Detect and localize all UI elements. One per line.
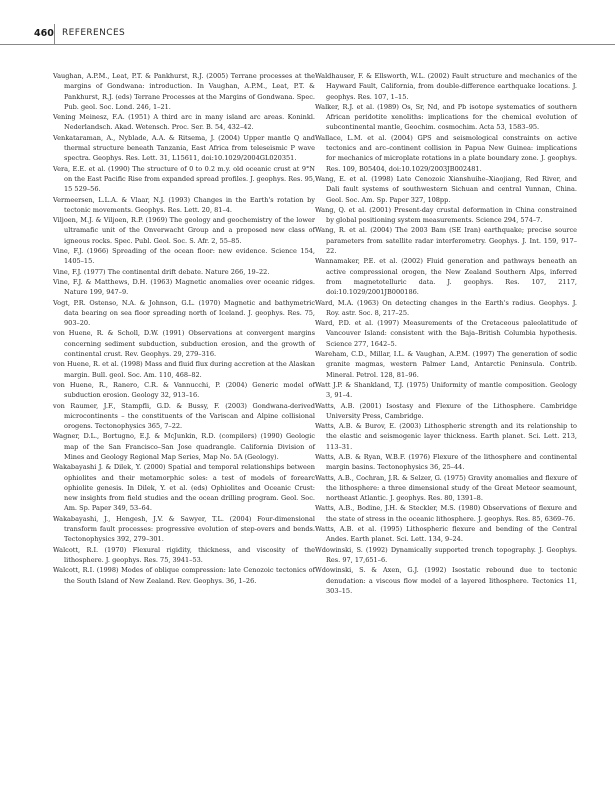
reference-entry: Ward, P.D. et al. (1997) Measurements of the Cretaceous paleolatitude of Vancouver Island: consistent with the Baja–British Columbia hypothesis. Science 277, 1642–5. xyxy=(315,319,577,348)
reference-entry: Walcott, R.I. (1998) Modes of oblique compression: late Cenozoic tectonics of the South Island of New Zealand. Rev. Geophys. 36, 1–26. xyxy=(53,566,315,585)
reference-entry: Vine, F.J. (1966) Spreading of the ocean floor: new evidence. Science 154, 1405–15. xyxy=(53,247,315,266)
reference-entry: Ward, M.A. (1963) On detecting changes in the Earth's radius. Geophys. J. Roy. astr. Soc. 8, 217–25. xyxy=(315,298,577,317)
reference-entry: Viljoen, M.J. & Viljoen, R.P. (1969) The geology and geochemistry of the lower ultramafic unit of the Onverwacht Group and a proposed new class of igneous rocks. Spec. Publ. Geol. Soc. S. Afr. 2, 55–85. xyxy=(53,216,315,245)
page-header xyxy=(0,0,615,45)
reference-entry: Vening Meinesz, F.A. (1951) A third arc in many island arc areas. Koninkl. Nederlandsch. Akad. Wetensch. Proc. Ser. B. 54, 432–42. xyxy=(53,113,315,132)
reference-entry: Wang, R. et al. (2004) The 2003 Bam (SE Iran) earthquake; precise source parameters from satellite radar interferometry. Geophys. J. Int. 159, 917–22. xyxy=(315,226,577,256)
reference-entry: Watts, A.B., Cochran, J.R. & Selzer, G. (1975) Gravity anomalies and flexure of the lithosphere: a three dimensional study of the Great Meteor seamount, northeast Atlantic. J. geophys. Res. 80, 1391–8. xyxy=(315,473,577,503)
reference-entry: Watts, A.B. et al. (1995) Lithospheric flexure and bending of the Central Andes. Earth planet. Sci. Lett. 134, 9–24. xyxy=(315,525,577,544)
reference-entry: Watts, A.B., Bodine, J.H. & Steckler, M.S. (1980) Observations of flexure and the state of stress in the oceanic lithosphere. J. geophys. Res. 85, 6369–76. xyxy=(315,504,577,523)
page-number: 460 xyxy=(34,28,54,39)
reference-entry: Wakabayashi J. & Dilek, Y. (2000) Spatial and temporal relationships between ophiolites and their metamorphic soles: a test of models of forearc ophiolite genesis. In Dilek, Y. et al. (eds) Ophiolites and Oceanic Crust: new insights from field studies and the ocean drilling program. Geol. Soc. Am. Sp. Paper 349, 53–64. xyxy=(53,463,315,513)
reference-entry: Wareham, C.D., Millar, I.L. & Vaughan, A.P.M. (1997) The generation of sodic granite magmas, western Palmer Land, Antarctic Peninsula. Contrib. Mineral. Petrol. 128, 81–96. xyxy=(315,350,577,379)
reference-entry: Vogt, P.R. Ostenso, N.A. & Johnson, G.L. (1970) Magnetic and bathymetric data bearing on sea floor spreading north of Iceland. J. geophys. Res. 75, 903–20. xyxy=(53,298,315,328)
reference-entry: von Huene, R., Ranero, C.R. & Vannucchi, P. (2004) Generic model of subduction erosion. Geology 32, 913–16. xyxy=(53,380,315,400)
reference-entry: Wallace, L.M. et al. (2004) GPS and seismological constraints on active tectonics and arc–continent collision in Papua New Guinea: implications for mechanics of microplate rotations in a plate boundary zone. J. geophys. Res. 109, B05404, doi:10.1029/2003JB002481. xyxy=(315,133,577,173)
reference-entry: Vera, E.E. et al. (1990) The structure of 0 to 0.2 m.y. old oceanic crust at 9°N on the East Pacific Rise from expanded spread profiles. J. geophys. Res. 95, 15 529–56. xyxy=(53,164,315,194)
reference-entry: Wdowinski, S. & Axen, G.J. (1992) Isostatic rebound due to tectonic denudation: a viscous flow model of a layered lithosphere. Tectonics 11, 303–15. xyxy=(315,566,577,595)
reference-entry: Wakabayashi, J., Hengesh, J.V. & Sawyer, T.L. (2004) Four-dimensional transform fault processes: progressive evolution of step-overs and bends. Tectonophysics 392, 279–301. xyxy=(53,514,315,544)
reference-entry: Wang, E. et al. (1998) Late Cenozoic Xianshuihe–Xiaojiang, Red River, and Dali fault systems of southwestern Sichuan and central Yunnan, China. Geol. Soc. Am. Sp. Paper 327, 108pp. xyxy=(315,174,577,204)
reference-entry: von Huene, R. et al. (1998) Mass and fluid flux during accretion at the Alaskan margin. Bull. geol. Soc. Am. 110, 468–82. xyxy=(53,360,315,379)
reference-entry: Venkataraman, A., Nyblade, A.A. & Ritsema, J. (2004) Upper mantle Q and thermal structure beneath Tanzania, East Africa from teleseismic P wave spectra. Geophys. Res. Lett. 31, L15611, doi:10.1029/2004GL020351. xyxy=(53,133,315,163)
reference-entry: Vermeersen, L.L.A. & Vlaar, N.J. (1993) Changes in the Earth's rotation by tectonic movements. Geophys. Res. Lett. 20, 81–4. xyxy=(53,195,315,214)
reference-entry: Vaughan, A.P.M., Leat, P.T. & Pankhurst, R.J. (2005) Terrane processes at the margins of Gondwana: introduction. In Vaughan, A.P.M., Leat, P.T. & Pankhurst, R.J. (eds) Terrane Processes at the Margins of Gondwana. Spec. Pub. geol. Soc. Lond. 246, 1–21. xyxy=(53,72,315,111)
reference-entry: Wagner, D.L., Bortugno, E.J. & McJunkin, R.D. (compilers) (1990) Geologic map of the San Francisco–San Jose quadrangle. California Division of Mines and Geology Regional Map Series, Map No. 5A (Geology). xyxy=(53,432,315,461)
reference-entry: von Raumer, J.F., Stampfli, G.D. & Bussy, F. (2003) Gondwana-derived microcontinents – the constituents of the Variscan and Alpine collisional orogens. Tectonophysics 365, 7–22. xyxy=(53,401,315,431)
reference-entry: Wdowinski, S. (1992) Dynamically supported trench topography. J. Geophys. Res. 97, 17,651–6. xyxy=(315,545,577,564)
reference-entry: Watts, A.B. (2001) Isostasy and Flexure of the Lithosphere. Cambridge University Press, Cambridge. xyxy=(315,401,577,420)
reference-entry: Walker, R.J. et al. (1989) Os, Sr, Nd, and Pb isotope systematics of southern African peridotite xenoliths: implications for the chemical evolution of subcontinental mantle, Geochim. cosmochim. Acta 53, 1583–95. xyxy=(315,102,577,132)
references-left-column xyxy=(53,71,315,586)
reference-entry: Vine, F.J. (1977) The continental drift debate. Nature 266, 19–22. xyxy=(53,267,270,276)
reference-entry: von Huene, R. & Scholl, D.W. (1991) Observations at convergent margins concerning sediment subduction, subduction erosion, and the growth of continental crust. Rev. Geophys. 29, 279–316. xyxy=(53,329,315,359)
header-divider xyxy=(54,24,55,44)
reference-entry: Watts, A.B. & Burov, E. (2003) Lithospheric strength and its relationship to the elastic and seismogenic layer thickness. Earth planet. Sci. Lett. 213, 113–31. xyxy=(315,422,577,451)
reference-entry: Wannamaker, P.E. et al. (2002) Fluid generation and pathways beneath an active compressional orogen, the New Zealand Southern Alps, inferred from magnetotelluric data. J. geophys. Res. 107, 2117, doi:10.1029/2001JB000186. xyxy=(315,257,577,297)
reference-entry: Vine, F.J. & Matthews, D.H. (1963) Magnetic anomalies over oceanic ridges. Nature 199, 947–9. xyxy=(53,277,315,297)
reference-entry: Watt J.P. & Shankland, T.J. (1975) Uniformity of mantle composition. Geology 3, 91–4. xyxy=(315,380,577,400)
running-head: REFERENCES xyxy=(62,28,126,38)
reference-entry: Watts, A.B. & Ryan, W.B.F. (1976) Flexure of the lithosphere and continental margin basins. Tectonophysics 36, 25–44. xyxy=(315,452,577,472)
reference-entry: Waldhauser, F. & Ellsworth, W.L. (2002) Fault structure and mechanics of the Hayward Fault, California, from double-difference earthquake locations. J. geophys. Res. 107, 1–15. xyxy=(315,72,577,101)
reference-entry: Wang, Q. et al. (2001) Present-day crustal deformation in China constrained by global positioning system measurements. Science 294, 574–7. xyxy=(315,205,577,225)
reference-entry: Walcott, R.I. (1970) Flexural rigidity, thickness, and viscosity of the lithosphere. J. geophys. Res. 75, 3941–53. xyxy=(53,545,315,564)
references-right-column xyxy=(315,71,577,596)
